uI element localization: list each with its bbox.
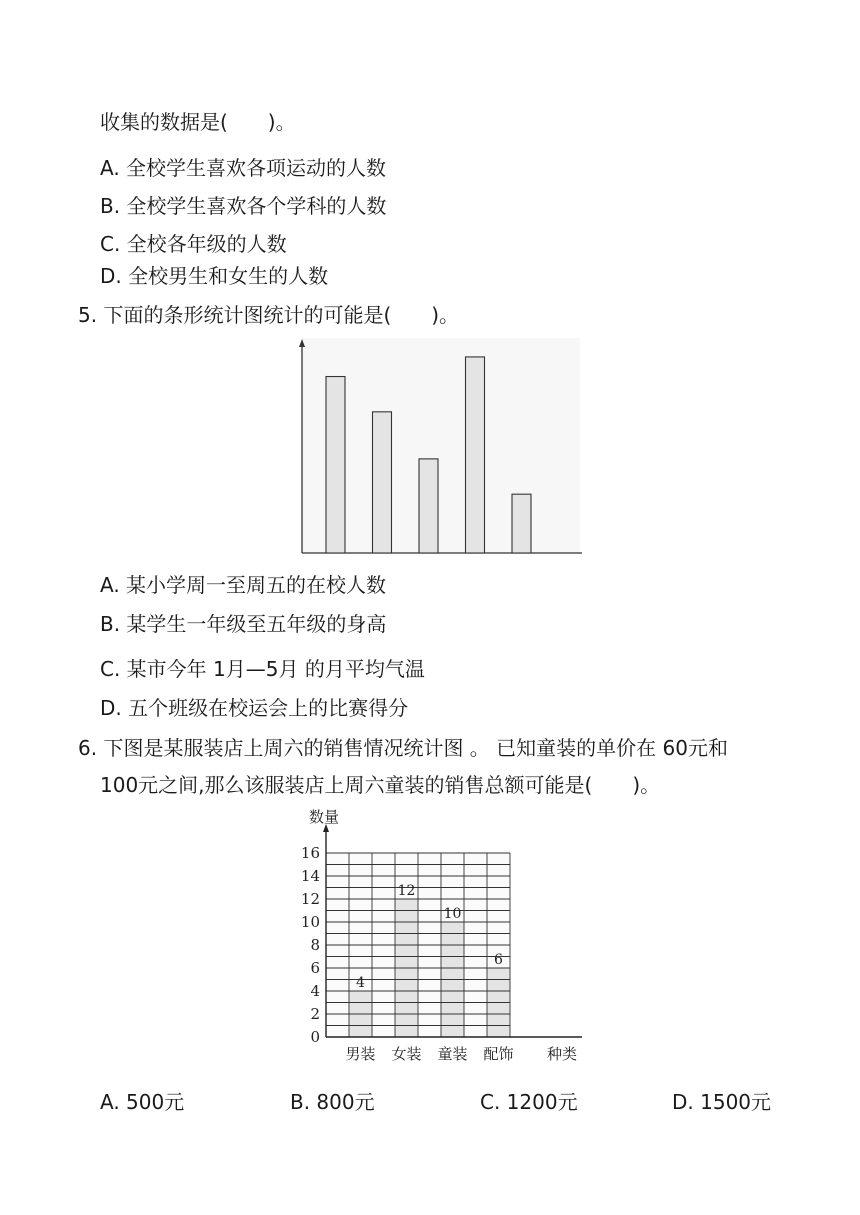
chart1-bar bbox=[419, 459, 438, 553]
q5-option-b[interactable]: B. 某学生一年级至五年级的身高 bbox=[100, 612, 387, 636]
q4-option-c[interactable]: C. 全校各年级的人数 bbox=[100, 232, 287, 256]
chart1-bar bbox=[466, 357, 485, 553]
q6-sales-chart bbox=[290, 800, 600, 1070]
chart2-y-tick-label: 16 bbox=[300, 844, 320, 862]
q4-option-a[interactable]: A. 全校学生喜欢各项运动的人数 bbox=[100, 156, 387, 180]
chart2-category-label: 配饰 bbox=[483, 1045, 514, 1063]
chart2-data-label: 10 bbox=[443, 906, 462, 922]
chart2-y-axis-title: 数量 bbox=[308, 808, 340, 826]
chart1-bar bbox=[512, 494, 531, 553]
q4-stem-tail: 收集的数据是( )。 bbox=[100, 110, 296, 134]
chart1-bar bbox=[326, 377, 345, 553]
chart2-y-tick-label: 8 bbox=[310, 936, 320, 954]
q4-option-b[interactable]: B. 全校学生喜欢各个学科的人数 bbox=[100, 194, 387, 218]
chart1-bar bbox=[373, 412, 392, 553]
q5-option-a[interactable]: A. 某小学周一至周五的在校人数 bbox=[100, 573, 387, 597]
chart2-y-tick-label: 4 bbox=[310, 982, 320, 1000]
q6-option-b[interactable]: B. 800元 bbox=[290, 1090, 375, 1114]
q5-stem: 5. 下面的条形统计图统计的可能是( )。 bbox=[78, 303, 460, 327]
q5-bar-chart bbox=[296, 338, 586, 558]
q4-option-d[interactable]: D. 全校男生和女生的人数 bbox=[100, 264, 329, 288]
q5-option-c[interactable]: C. 某市今年 1月—5月 的月平均气温 bbox=[100, 657, 425, 681]
chart2-y-tick-label: 14 bbox=[300, 867, 320, 885]
chart2-y-tick-label: 0 bbox=[310, 1028, 320, 1046]
q6-option-d[interactable]: D. 1500元 bbox=[672, 1090, 772, 1114]
q6-option-c[interactable]: C. 1200元 bbox=[480, 1090, 578, 1114]
chart2-x-axis-title: 种类 bbox=[546, 1045, 578, 1063]
q6-stem-line1: 6. 下图是某服装店上周六的销售情况统计图 。 已知童装的单价在 60元和 bbox=[78, 736, 728, 760]
chart2-y-tick-label: 12 bbox=[300, 890, 320, 908]
chart2-data-label: 6 bbox=[494, 952, 503, 968]
chart2-y-tick-label: 2 bbox=[310, 1005, 320, 1023]
chart2-category-label: 男装 bbox=[345, 1045, 376, 1063]
q5-option-d[interactable]: D. 五个班级在校运会上的比赛得分 bbox=[100, 696, 409, 720]
q6-option-a[interactable]: A. 500元 bbox=[100, 1090, 185, 1114]
chart2-category-label: 女装 bbox=[391, 1045, 422, 1063]
chart2-category-label: 童装 bbox=[437, 1045, 468, 1063]
chart2-y-tick-label: 10 bbox=[300, 913, 320, 931]
chart2-data-label: 4 bbox=[356, 975, 365, 991]
chart2-y-tick-label: 6 bbox=[310, 959, 320, 977]
q6-stem-line2: 100元之间,那么该服装店上周六童装的销售总额可能是( )。 bbox=[100, 773, 661, 797]
chart2-data-label: 12 bbox=[397, 883, 416, 899]
